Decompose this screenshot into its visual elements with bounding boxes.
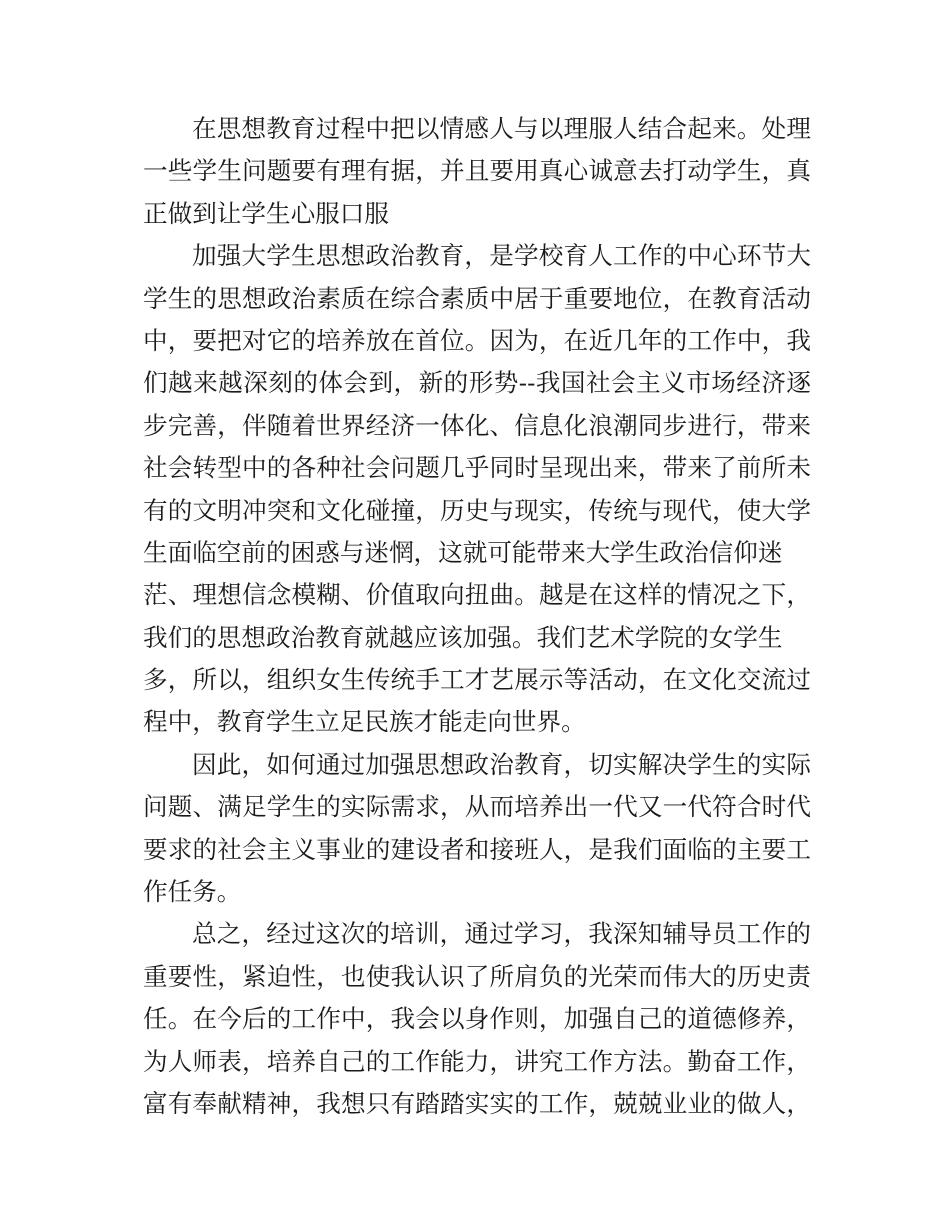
text-line: 一些学生问题要有理有据，并且要用真心诚意去打动学生，真: [143, 156, 811, 186]
text-line: 富有奉献精神，我想只有踏踏实实的工作，兢兢业业的做人，: [143, 1088, 811, 1118]
text-line: 步完善，伴随着世界经济一体化、信息化浪潮同步进行，带来: [143, 410, 811, 440]
text-line: 社会转型中的各种社会问题几乎同时呈现出来，带来了前所未: [143, 453, 811, 483]
text-line: 们越来越深刻的体会到，新的形势--我国社会主义市场经济逐: [143, 368, 811, 398]
text-line: 因此，如何通过加强思想政治教育，切实解决学生的实际: [192, 749, 811, 779]
text-line: 中，要把对它的培养放在首位。因为，在近几年的工作中，我: [143, 325, 811, 355]
text-line: 生面临空前的困惑与迷惘，这就可能带来大学生政治信仰迷: [143, 537, 783, 567]
text-line: 正做到让学生心服口服: [143, 198, 389, 228]
text-line: 茫、理想信念模糊、价值取向扭曲。越是在这样的情况之下，: [143, 580, 811, 610]
body-text: [143, 108, 811, 1125]
text-line: 要求的社会主义事业的建设者和接班人，是我们面临的主要工: [143, 834, 811, 864]
text-line: 作任务。: [143, 877, 242, 907]
text-line: 重要性，紧迫性，也使我认识了所肩负的光荣而伟大的历史责: [143, 961, 811, 991]
text-line: 我们的思想政治教育就越应该加强。我们艺术学院的女学生: [143, 622, 783, 652]
text-line: 为人师表，培养自己的工作能力，讲究工作方法。勤奋工作，: [143, 1046, 811, 1076]
text-line: 程中，教育学生立足民族才能走向世界。: [143, 707, 586, 737]
text-line: 任。在今后的工作中，我会以身作则，加强自己的道德修养，: [143, 1004, 811, 1034]
text-line: 加强大学生思想政治教育，是学校育人工作的中心环节大: [192, 241, 811, 271]
text-line: 有的文明冲突和文化碰撞，历史与现实，传统与现代，使大学: [143, 495, 811, 525]
text-line: 问题、满足学生的实际需求，从而培养出一代又一代符合时代: [143, 792, 811, 822]
text-line: 总之，经过这次的培训，通过学习，我深知辅导员工作的: [192, 919, 811, 949]
text-line: 多，所以，组织女生传统手工才艺展示等活动，在文化交流过: [143, 665, 811, 695]
text-line: 学生的思想政治素质在综合素质中居于重要地位，在教育活动: [143, 283, 811, 313]
text-line: 在思想教育过程中把以情感人与以理服人结合起来。处理: [192, 114, 811, 143]
